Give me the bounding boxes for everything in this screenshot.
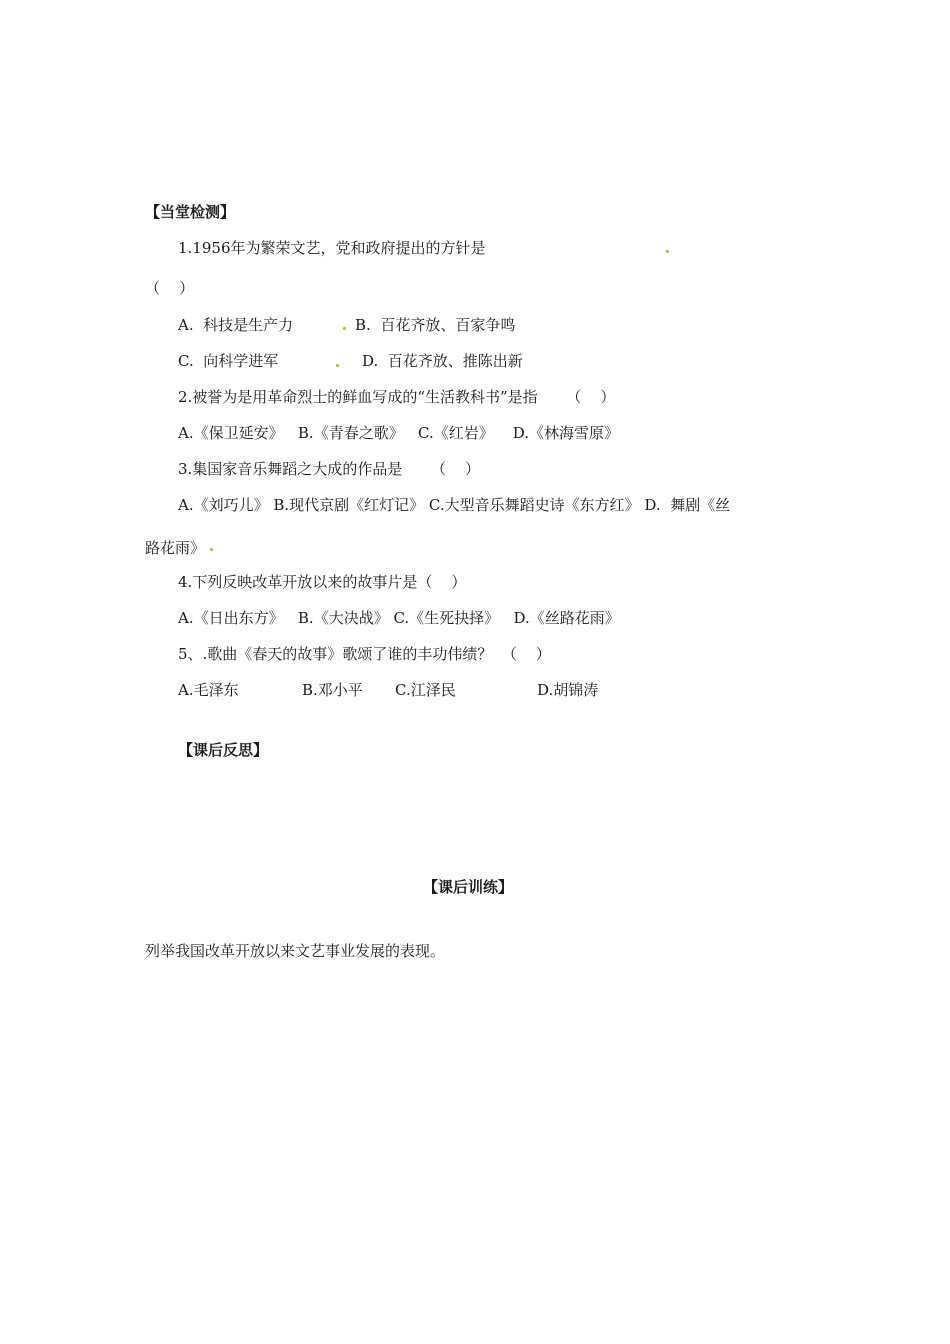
question-1-option-a: A. 科技是生产力 <box>178 316 294 334</box>
question-1-bracket: （ ） <box>145 279 195 297</box>
question-3-options: A.《刘巧儿》 B.现代京剧《红灯记》 C.大型音乐舞蹈史诗《东方红》 D. 舞剧《丝 <box>178 496 731 514</box>
question-1-option-d: D. 百花齐放、推陈出新 <box>362 352 523 370</box>
question-5-option-c: C.江泽民 <box>395 681 456 699</box>
question-3-stem: 3.集国家音乐舞蹈之大成的作品是 （ ） <box>178 460 480 478</box>
section-heading-in-class-check: 【当堂检测】 <box>145 203 236 221</box>
speck-mark <box>210 548 213 551</box>
question-2-stem: 2.被誉为是用革命烈士的鲜血写成的“生活教科书”是指 （ ） <box>178 388 616 406</box>
question-1-stem: 1.1956年为繁荣文艺，党和政府提出的方针是 <box>178 239 486 257</box>
speck-mark <box>336 364 339 367</box>
question-4-options: A.《日出东方》 B.《大决战》 C.《生死抉择》 D.《丝路花雨》 <box>178 609 620 627</box>
question-5-option-b: B.邓小平 <box>302 681 363 699</box>
question-1-option-c: C. 向科学进军 <box>178 352 279 370</box>
question-5-option-a: A.毛泽东 <box>178 681 239 699</box>
question-5-option-d: D.胡锦涛 <box>537 681 599 699</box>
section-heading-after-class: 【课后训练】 <box>423 878 514 896</box>
question-2-options: A.《保卫延安》 B.《青春之歌》 C.《红岩》 D.《林海雪原》 <box>178 424 620 442</box>
section-heading-reflection: 【课后反思】 <box>178 741 269 759</box>
speck-mark <box>343 327 346 330</box>
question-5-stem: 5、.歌曲《春天的故事》歌颂了谁的丰功伟绩？ （ ） <box>178 645 551 663</box>
question-4-stem: 4.下列反映改革开放以来的故事片是（ ） <box>178 573 467 591</box>
question-1-option-b: B. 百花齐放、百家争鸣 <box>355 316 516 334</box>
after-class-task: 列举我国改革开放以来文艺事业发展的表现。 <box>145 942 446 960</box>
question-3-options-continued: 路花雨》 <box>145 539 206 557</box>
speck-mark <box>666 250 669 253</box>
